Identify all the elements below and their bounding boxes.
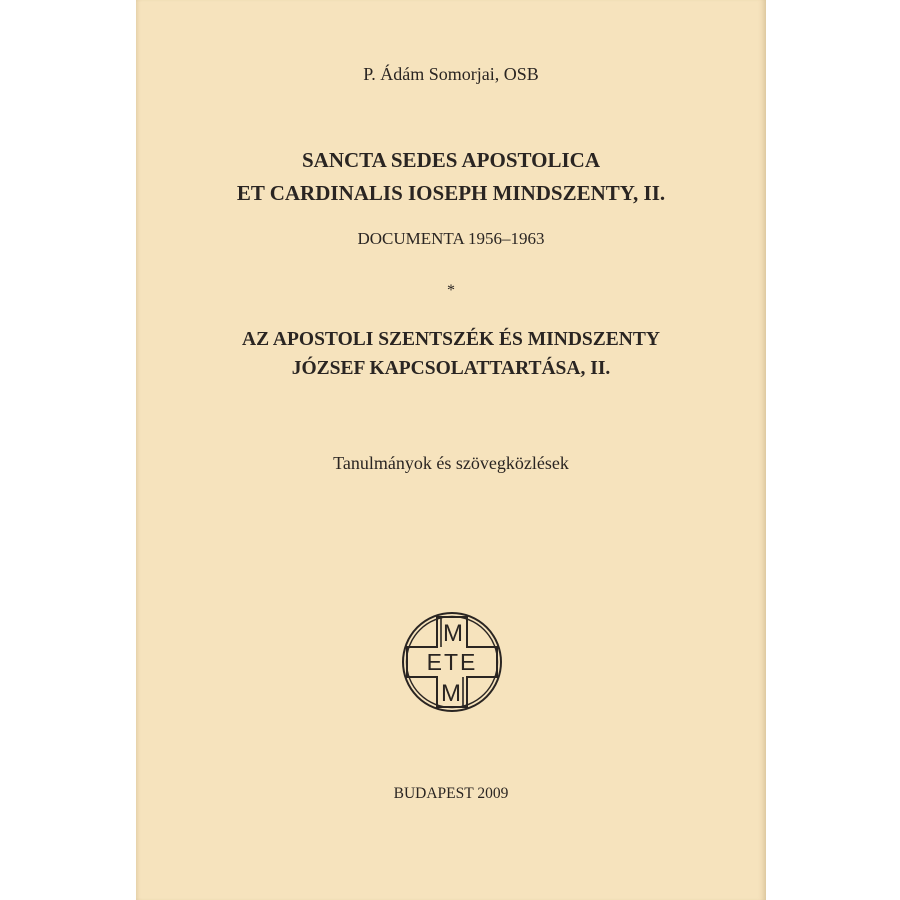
latin-title-line-1: SANCTA SEDES APOSTOLICA bbox=[302, 148, 600, 172]
book-cover bbox=[136, 0, 766, 900]
subtitle: Tanulmányok és szövegközlések bbox=[333, 453, 569, 473]
documenta-range: DOCUMENTA 1956–1963 bbox=[357, 229, 545, 248]
latin-title bbox=[136, 144, 766, 210]
logo-bottom-letter: M bbox=[441, 680, 461, 707]
logo-middle-letters: ETE bbox=[426, 649, 478, 675]
hungarian-title-line-2: JÓZSEF KAPCSOLATTARTÁSA, II. bbox=[291, 358, 611, 379]
mete-cross-emblem-icon bbox=[400, 610, 504, 714]
asterisk-separator: * bbox=[447, 282, 455, 299]
author-name: P. Ádám Somorjai, OSB bbox=[363, 64, 539, 84]
logo-top-letter: M bbox=[443, 620, 463, 647]
hungarian-title bbox=[136, 325, 766, 383]
imprint-place-year: BUDAPEST 2009 bbox=[393, 785, 509, 802]
latin-title-line-2: ET CARDINALIS IOSEPH MINDSZENTY, II. bbox=[236, 181, 666, 205]
hungarian-title-line-1: AZ APOSTOLI SZENTSZÉK ÉS MINDSZENTY bbox=[242, 329, 660, 350]
